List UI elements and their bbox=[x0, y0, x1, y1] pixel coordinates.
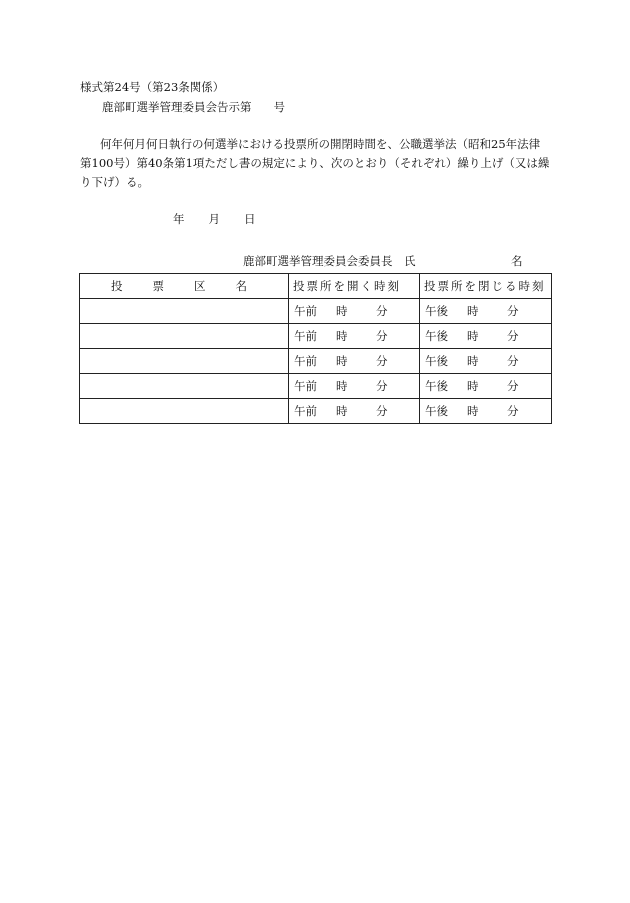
open-time-cell bbox=[289, 349, 420, 374]
close-ampm: 午後 bbox=[425, 329, 448, 343]
notice-number-suffix: 号 bbox=[273, 100, 285, 114]
open-minute: 分 bbox=[376, 329, 388, 343]
close-time-cell bbox=[420, 374, 552, 399]
polling-hours-table bbox=[79, 273, 552, 424]
notice-body-line-3: り下げ）る。 bbox=[80, 175, 149, 189]
open-ampm: 午前 bbox=[294, 304, 317, 318]
open-time-cell bbox=[289, 399, 420, 424]
open-hour: 時 bbox=[336, 354, 348, 368]
close-hour: 時 bbox=[467, 304, 479, 318]
open-minute: 分 bbox=[376, 379, 388, 393]
table-row bbox=[80, 299, 552, 324]
table-row bbox=[80, 374, 552, 399]
open-ampm: 午前 bbox=[294, 329, 317, 343]
date-day: 日 bbox=[244, 212, 256, 226]
close-hour: 時 bbox=[467, 354, 479, 368]
open-time-cell bbox=[289, 299, 420, 324]
open-ampm: 午前 bbox=[294, 379, 317, 393]
table-row bbox=[80, 399, 552, 424]
date-year: 年 bbox=[173, 212, 185, 226]
open-time-cell bbox=[289, 374, 420, 399]
close-time-cell bbox=[420, 324, 552, 349]
notice-body-line-2: 第100号）第40条第1項ただし書の規定により、次のとおり（それぞれ）繰り上げ（又は繰 bbox=[80, 156, 550, 170]
open-time-cell bbox=[289, 324, 420, 349]
open-minute: 分 bbox=[376, 354, 388, 368]
close-time-cell bbox=[420, 299, 552, 324]
close-minute: 分 bbox=[507, 304, 519, 318]
close-minute: 分 bbox=[507, 404, 519, 418]
district-cell bbox=[80, 374, 289, 399]
close-time-cell bbox=[420, 399, 552, 424]
district-cell bbox=[80, 324, 289, 349]
header-district: 投票区名 bbox=[80, 274, 289, 299]
form-number-label: 様式第24号（第23条関係） bbox=[80, 80, 225, 94]
close-ampm: 午後 bbox=[425, 379, 448, 393]
close-minute: 分 bbox=[507, 379, 519, 393]
close-hour: 時 bbox=[467, 379, 479, 393]
close-time-cell bbox=[420, 349, 552, 374]
signer-line bbox=[243, 253, 523, 269]
open-minute: 分 bbox=[376, 304, 388, 318]
open-hour: 時 bbox=[336, 304, 348, 318]
open-minute: 分 bbox=[376, 404, 388, 418]
open-hour: 時 bbox=[336, 329, 348, 343]
notice-title bbox=[102, 99, 285, 115]
open-hour: 時 bbox=[336, 379, 348, 393]
open-ampm: 午前 bbox=[294, 354, 317, 368]
close-hour: 時 bbox=[467, 404, 479, 418]
close-minute: 分 bbox=[507, 329, 519, 343]
table-row bbox=[80, 349, 552, 374]
date-line bbox=[173, 211, 256, 227]
close-hour: 時 bbox=[467, 329, 479, 343]
open-ampm: 午前 bbox=[294, 404, 317, 418]
district-cell bbox=[80, 349, 289, 374]
table-header-row bbox=[80, 274, 552, 299]
signer-name-suffix: 名 bbox=[511, 254, 523, 268]
date-month: 月 bbox=[208, 212, 220, 226]
header-open-time: 投票所を開く時刻 bbox=[289, 274, 420, 299]
district-cell bbox=[80, 399, 289, 424]
open-hour: 時 bbox=[336, 404, 348, 418]
close-ampm: 午後 bbox=[425, 304, 448, 318]
notice-title-text: 鹿部町選挙管理委員会告示第 bbox=[102, 100, 252, 114]
close-minute: 分 bbox=[507, 354, 519, 368]
signer-title: 鹿部町選挙管理委員会委員長 氏 bbox=[243, 254, 416, 268]
notice-body-line-1: 何年何月何日執行の何選挙における投票所の開閉時間を、公職選挙法（昭和25年法律 bbox=[100, 137, 541, 151]
table-row bbox=[80, 324, 552, 349]
close-ampm: 午後 bbox=[425, 354, 448, 368]
district-cell bbox=[80, 299, 289, 324]
close-ampm: 午後 bbox=[425, 404, 448, 418]
header-close-time: 投票所を閉じる時刻 bbox=[420, 274, 552, 299]
